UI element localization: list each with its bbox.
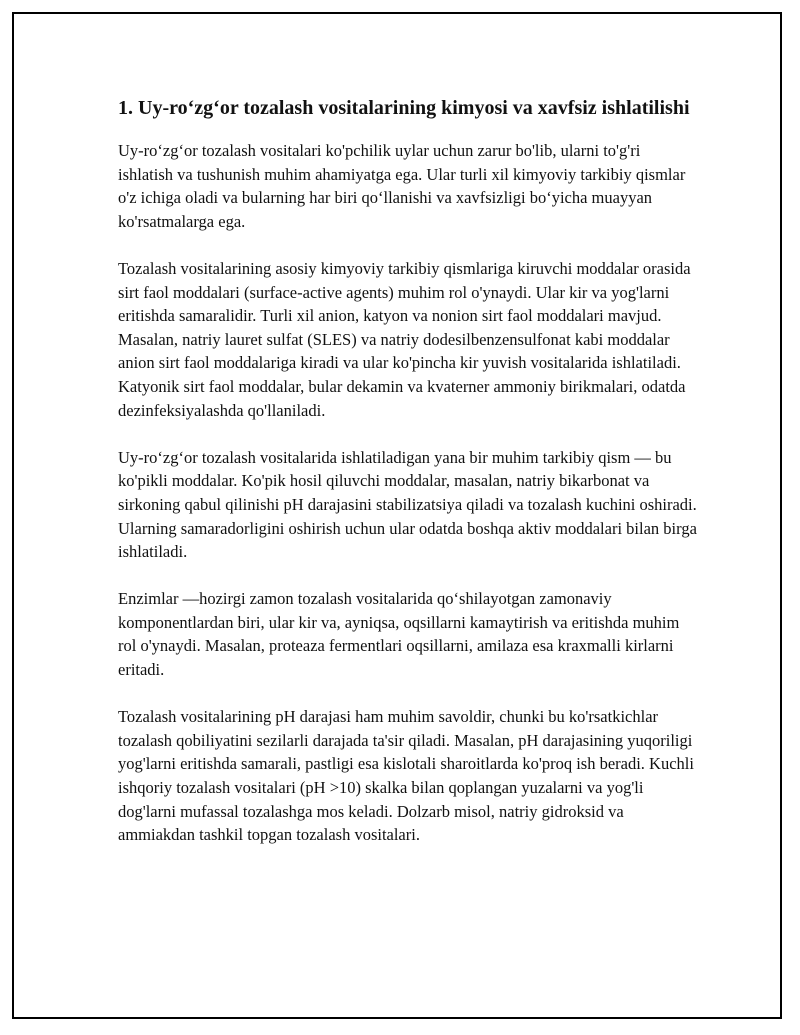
paragraph-intro: Uy-ro‘zg‘or tozalash vositalari ko'pchilik uylar uchun zarur bo'lib, ularni to'g'ri ishlatish va tushunish muhim ahamiyatga ega. Ular turli xil kimyoviy tarkibiy qismlar o'z ichiga oladi va bularning har biri qo‘llanishi va xavfsizligi bo‘yicha muayyan ko'rsatmalarga ega. [118, 141, 686, 231]
paragraph-enzymes: Enzimlar —hozirgi zamon tozalash vositalarida qo‘shilayotgan zamonaviy komponentlardan biri, ular kir va, ayniqsa, oqsillarni kamaytirish va eritishda muhim rol o'ynaydi. Masalan, proteaza fermentlari oqsillarni, amilaza esa kraxmalli kirlarni eritadi. [118, 589, 680, 680]
paragraph-surfactants: Tozalash vositalarining asosiy kimyoviy tarkibiy qismlariga kiruvchi moddalar orasida sirt faol moddalari (surface-active agents) muhim rol o'ynaydi. Ular kir va yog'larni eritishda samaralidir. Turli xil anion, katyon va nonion sirt faol moddalari mavjud. Masalan, natriy lauret sulfat (SLES) va natriy dodesilbenzensulfonat kabi moddalar anion sirt faol moddalariga kiradi va ular ko'pincha kir yuvish vositalarida ishlatiladi. Katyonik sirt faol moddalar, bular dekamin va kvaterner ammoniy birikmalari, odatda dezinfeksiyalashda qo'llaniladi. [118, 258, 691, 420]
document-body [118, 94, 698, 870]
paragraph-ph-level: Tozalash vositalarining pH darajasi ham muhim savoldir, chunki bu ko'rsatkichlar tozalash qobiliyatini sezilarli darajada ta'sir qiladi. Masalan, pH darajasining yuqoriligi yog'larni eritishda samarali, pastligi esa kislotali sharoitlarda ko'proq ish beradi. Kuchli ishqoriy tozalash vositalari (pH >10) skalka bilan qoplangan yuzalarni va yog'li dog'larni mufassal tozalashga mos keladi. Dolzarb misol, natriy gidroksid va ammiakdan tashkil topgan tozalash vositalari. [118, 707, 694, 845]
document-title: 1. Uy-ro‘zg‘or tozalash vositalarining kimyosi va xavfsiz ishlatilishi [118, 97, 690, 119]
paragraph-foaming-agents: Uy-ro‘zg‘or tozalash vositalarida ishlatiladigan yana bir muhim tarkibiy qism — bu ko'pikli moddalar. Ko'pik hosil qiluvchi moddalar, masalan, natriy bikarbonat va sirkoning qabul qilinishi pH darajasini stabilizatsiya qiladi va tozalash kuchini oshiradi. Ularning samaradorligini oshirish uchun ular odatda boshqa aktiv moddalari bilan birga ishlatiladi. [118, 447, 697, 562]
